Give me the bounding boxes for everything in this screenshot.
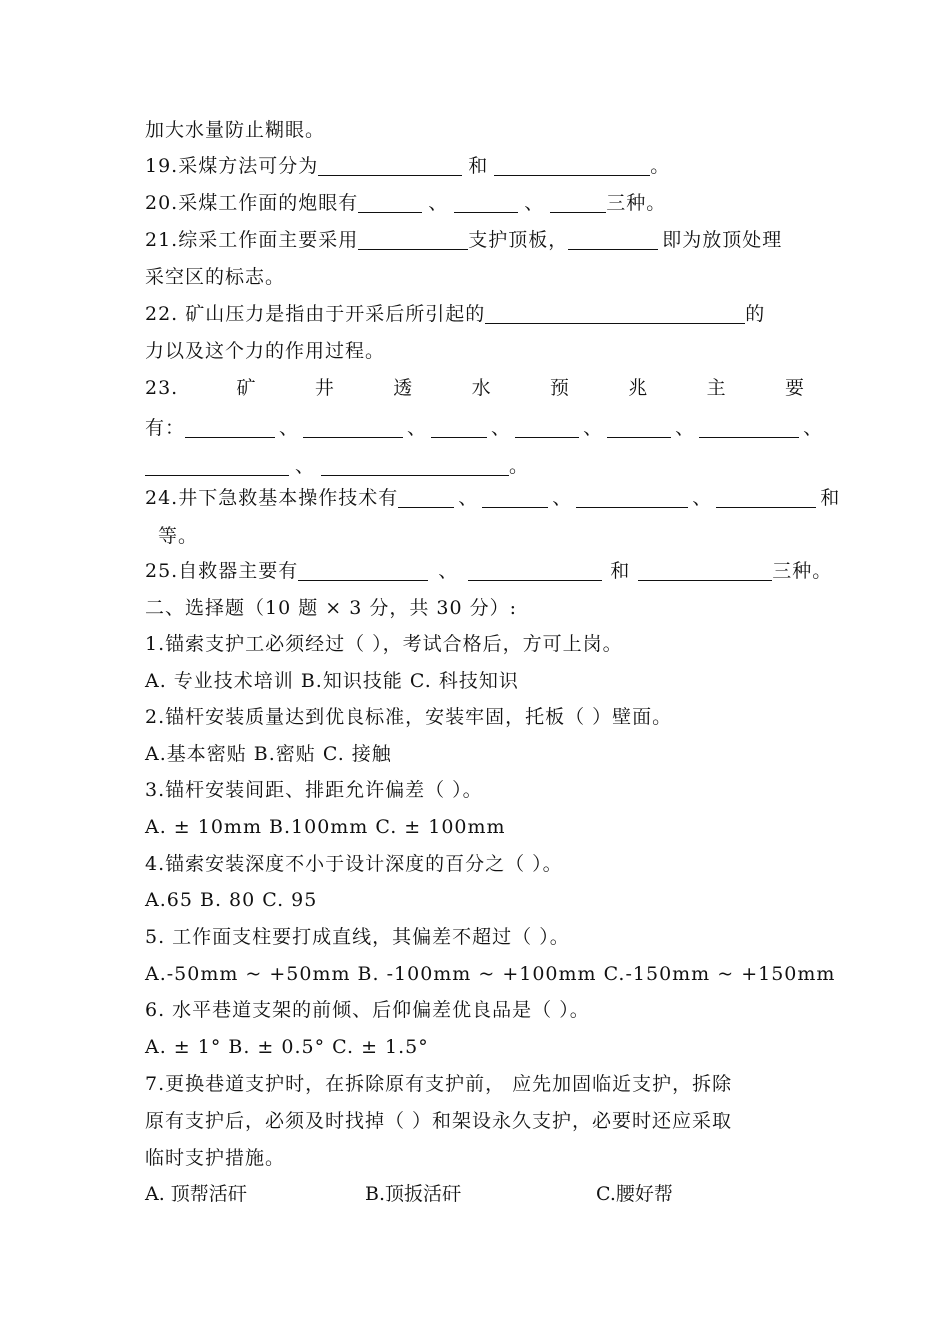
choice-options: A. 专业技术培训 B.知识技能 C. 科技知识 xyxy=(145,670,519,692)
answer-blank[interactable] xyxy=(431,415,487,438)
answer-blank[interactable] xyxy=(485,301,745,324)
choice-question-7-line1: 7.更换巷道支护时，在拆除原有支护前， 应先加固临近支护，拆除 xyxy=(145,1073,733,1095)
answer-blank[interactable] xyxy=(185,415,275,438)
choice-question: 1.锚索支护工必须经过（ ），考试合格后，方可上岗。 xyxy=(145,633,623,655)
answer-blank[interactable] xyxy=(638,558,772,581)
q21-line2: 采空区的标志。 xyxy=(145,266,286,288)
choice-options: A.-50mm ~ +50mm B. -100mm ~ +100mm C.-150mm ~ +150mm xyxy=(145,963,836,985)
q23: 23. 矿 井 透 水 预 兆 主 要 xyxy=(145,377,805,399)
choice-question: 6. 水平巷道支架的前倾、后仰偏差优良品是（ ）。 xyxy=(145,999,590,1021)
answer-blank[interactable] xyxy=(716,485,816,508)
q19: 19.采煤方法可分为 和 。 xyxy=(145,155,671,177)
answer-blank[interactable] xyxy=(358,190,422,213)
choice-question: 2.锚杆安装质量达到优良标准，安装牢固，托板（ ）壁面。 xyxy=(145,706,673,728)
answer-blank[interactable] xyxy=(607,415,671,438)
answer-blank[interactable] xyxy=(468,558,602,581)
q18-tail: 加大水量防止糊眼。 xyxy=(145,119,326,141)
answer-blank[interactable] xyxy=(515,415,579,438)
answer-blank[interactable] xyxy=(321,453,509,476)
q23-line3: 、 。 xyxy=(145,452,529,480)
answer-blank[interactable] xyxy=(398,485,454,508)
choice-question-7-line2: 原有支护后，必须及时找掉（ ）和架设永久支护，必要时还应采取 xyxy=(145,1110,733,1132)
answer-blank[interactable] xyxy=(358,227,468,250)
choice-options: A. ± 1° B. ± 0.5° C. ± 1.5° xyxy=(145,1036,429,1058)
answer-blank[interactable] xyxy=(576,485,688,508)
answer-blank[interactable] xyxy=(454,190,518,213)
choice-question: 5. 工作面支柱要打成直线，其偏差不超过（ ）。 xyxy=(145,926,570,948)
q24: 24.井下急救基本操作技术有 、 、 、 和 xyxy=(145,487,841,509)
answer-blank[interactable] xyxy=(303,415,403,438)
choice-option-b: B.顶扳活矸 xyxy=(365,1183,462,1205)
choice-options: A. ± 10mm B.100mm C. ± 100mm xyxy=(145,816,506,838)
choice-option-c: C.腰好帮 xyxy=(596,1183,673,1205)
q23-line2: 有： 、 、 、 、 、 、 xyxy=(145,417,824,439)
q25: 25.自救器主要有 、 和 三种。 xyxy=(145,560,833,582)
answer-blank[interactable] xyxy=(550,190,606,213)
choice-options: A.基本密贴 B.密贴 C. 接触 xyxy=(145,743,392,765)
answer-blank[interactable] xyxy=(568,227,658,250)
choice-question-7-line3: 临时支护措施。 xyxy=(145,1147,286,1169)
answer-blank[interactable] xyxy=(298,558,428,581)
answer-blank[interactable] xyxy=(145,453,289,476)
answer-blank[interactable] xyxy=(482,485,548,508)
q22: 22. 矿山压力是指由于开采后所引起的 的 xyxy=(145,303,766,325)
choice-options: A.65 B. 80 C. 95 xyxy=(145,889,318,911)
answer-blank[interactable] xyxy=(494,153,650,176)
choice-question: 4.锚索安装深度不小于设计深度的百分之（ ）。 xyxy=(145,853,563,875)
choice-question: 3.锚杆安装间距、排距允许偏差（ ）。 xyxy=(145,779,483,801)
q21: 21.综采工作面主要采用 支护顶板， 即为放顶处理 xyxy=(145,229,783,251)
q22-line2: 力以及这个力的作用过程。 xyxy=(145,340,386,362)
section-title: 二、选择题（10 题 × 3 分，共 30 分）: xyxy=(145,597,518,619)
choice-option-a: A. 顶帮活矸 xyxy=(145,1183,247,1205)
answer-blank[interactable] xyxy=(318,153,462,176)
q20: 20.采煤工作面的炮眼有 、 、 三种。 xyxy=(145,192,667,214)
q24-line2: 等。 xyxy=(158,525,199,547)
answer-blank[interactable] xyxy=(699,415,799,438)
